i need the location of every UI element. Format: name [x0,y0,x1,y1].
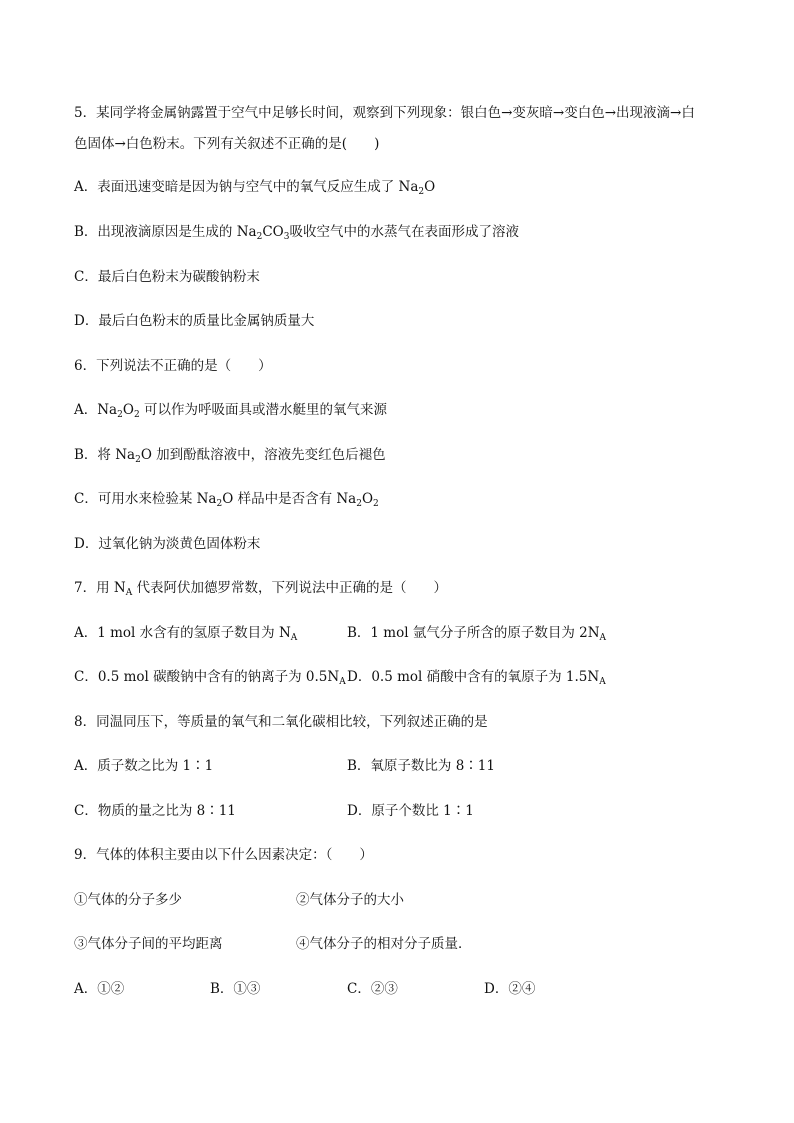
q5-option-a-text: A．表面迅速变暗是因为钠与空气中的氧气反应生成了 Na [74,179,419,195]
q7-option-d-sub: A [599,677,606,687]
q6-option-b [74,446,386,464]
q5-option-b-tail: 吸收空气中的水蒸气在表面形成了溶液 [289,224,519,240]
q6-option-a-text: A．Na [74,402,118,418]
q6-option-b-tail: O 加到酚酞溶液中，溶液先变红色后褪色 [140,447,386,463]
q7-option-b-sub: A [599,633,607,643]
q5-option-c: C．最后白色粉末为碳酸钠粉末 [74,269,260,285]
q7-option-c-text: C．0.5 mol 碳酸钠中含有的钠离子为 0.5N [74,669,340,685]
q7-stem-tail: 代表阿伏加德罗常数，下列说法中正确的是（ ） [132,580,447,596]
q5-option-a-tail: O [424,179,436,195]
q8-option-a: A．质子数之比为 1∶1 [74,758,214,774]
q7-option-d-text: D．0.5 mol 硝酸中含有的氧原子为 1.5N [347,669,600,685]
q7-option-a-sub: A [290,633,298,643]
q9-item-4: ④气体分子的相对分子质量． [296,936,472,952]
q9-item-2: ②气体分子的大小 [296,892,404,908]
q8-option-b: B．氧原子数比为 8∶11 [347,758,495,774]
q6-option-c-sub3: 2 [373,499,379,509]
q6-option-c-sub1: 2 [216,499,223,509]
q9-item-1: ①气体的分子多少 [74,892,182,908]
q5-option-b [74,223,519,241]
q6-option-c [74,490,379,508]
q6-option-a [74,401,387,419]
q5-option-b-mid: CO [262,224,284,240]
q5-option-b-text: B．出现液滴原因是生成的 Na [74,224,257,240]
q6-option-c-mid: O 样品中是否含有 Na [222,491,357,507]
q7-option-b [347,624,606,642]
q7-option-c-sub: A [339,677,346,687]
q7-option-b-text: B．1 mol 氩气分子所含的原子数目为 2N [347,625,600,641]
q6-option-a-sub1: 2 [117,410,123,420]
q7-stem-text: 7．用 N [74,580,126,596]
q7-stem [74,579,447,597]
q5-stem-line2: 色固体→白色粉末。下列有关叙述不正确的是( ) [74,136,380,152]
q6-option-a-mid: O [122,402,134,418]
q5-option-b-sub2: 3 [283,232,290,242]
q7-option-d [347,668,606,686]
q9-item-3: ③气体分子间的平均距离 [74,936,223,952]
q6-option-c-sub2: 2 [356,499,362,509]
q5-option-d: D．最后白色粉末的质量比金属钠质量大 [74,313,315,329]
q8-stem: 8．同温同压下，等质量的氧气和二氧化碳相比较，下列叙述正确的是 [74,714,488,730]
q5-stem-line1: 5．某同学将金属钠露置于空气中足够长时间，观察到下列现象：银白色→变灰暗→变白色→出现液滴→白 [74,105,695,121]
q9-option-d: D．②④ [484,981,536,997]
q7-option-c [74,668,346,686]
q6-stem: 6．下列说法不正确的是（ ） [74,358,272,374]
q5-option-a-sub: 2 [418,187,425,197]
q6-option-b-text: B．将 Na [74,447,136,463]
q6-option-a-sub2: 2 [133,410,140,420]
q5-option-a [74,178,435,196]
q6-option-b-sub: 2 [135,455,141,465]
q9-option-c: C．②③ [347,981,398,997]
q7-stem-sub: A [125,588,133,598]
q6-option-c-mid2: O [361,491,374,507]
q7-option-a [74,624,297,642]
q8-option-c: C．物质的量之比为 8∶11 [74,803,236,819]
q7-option-a-text: A．1 mol 水含有的氢原子数目为 N [74,625,291,641]
q5-option-b-sub1: 2 [256,232,263,242]
q9-option-a: A．①② [74,981,125,997]
q9-stem: 9．气体的体积主要由以下什么因素决定：（ ） [74,847,373,863]
q6-option-d: D．过氧化钠为淡黄色固体粉末 [74,536,261,552]
q9-option-b: B．①③ [210,981,261,997]
q8-option-d: D．原子个数比 1∶1 [347,803,474,819]
q6-option-c-text: C．可用水来检验某 Na [74,491,217,507]
q6-option-a-tail: 可以作为呼吸面具或潜水艇里的氧气来源 [139,402,387,418]
